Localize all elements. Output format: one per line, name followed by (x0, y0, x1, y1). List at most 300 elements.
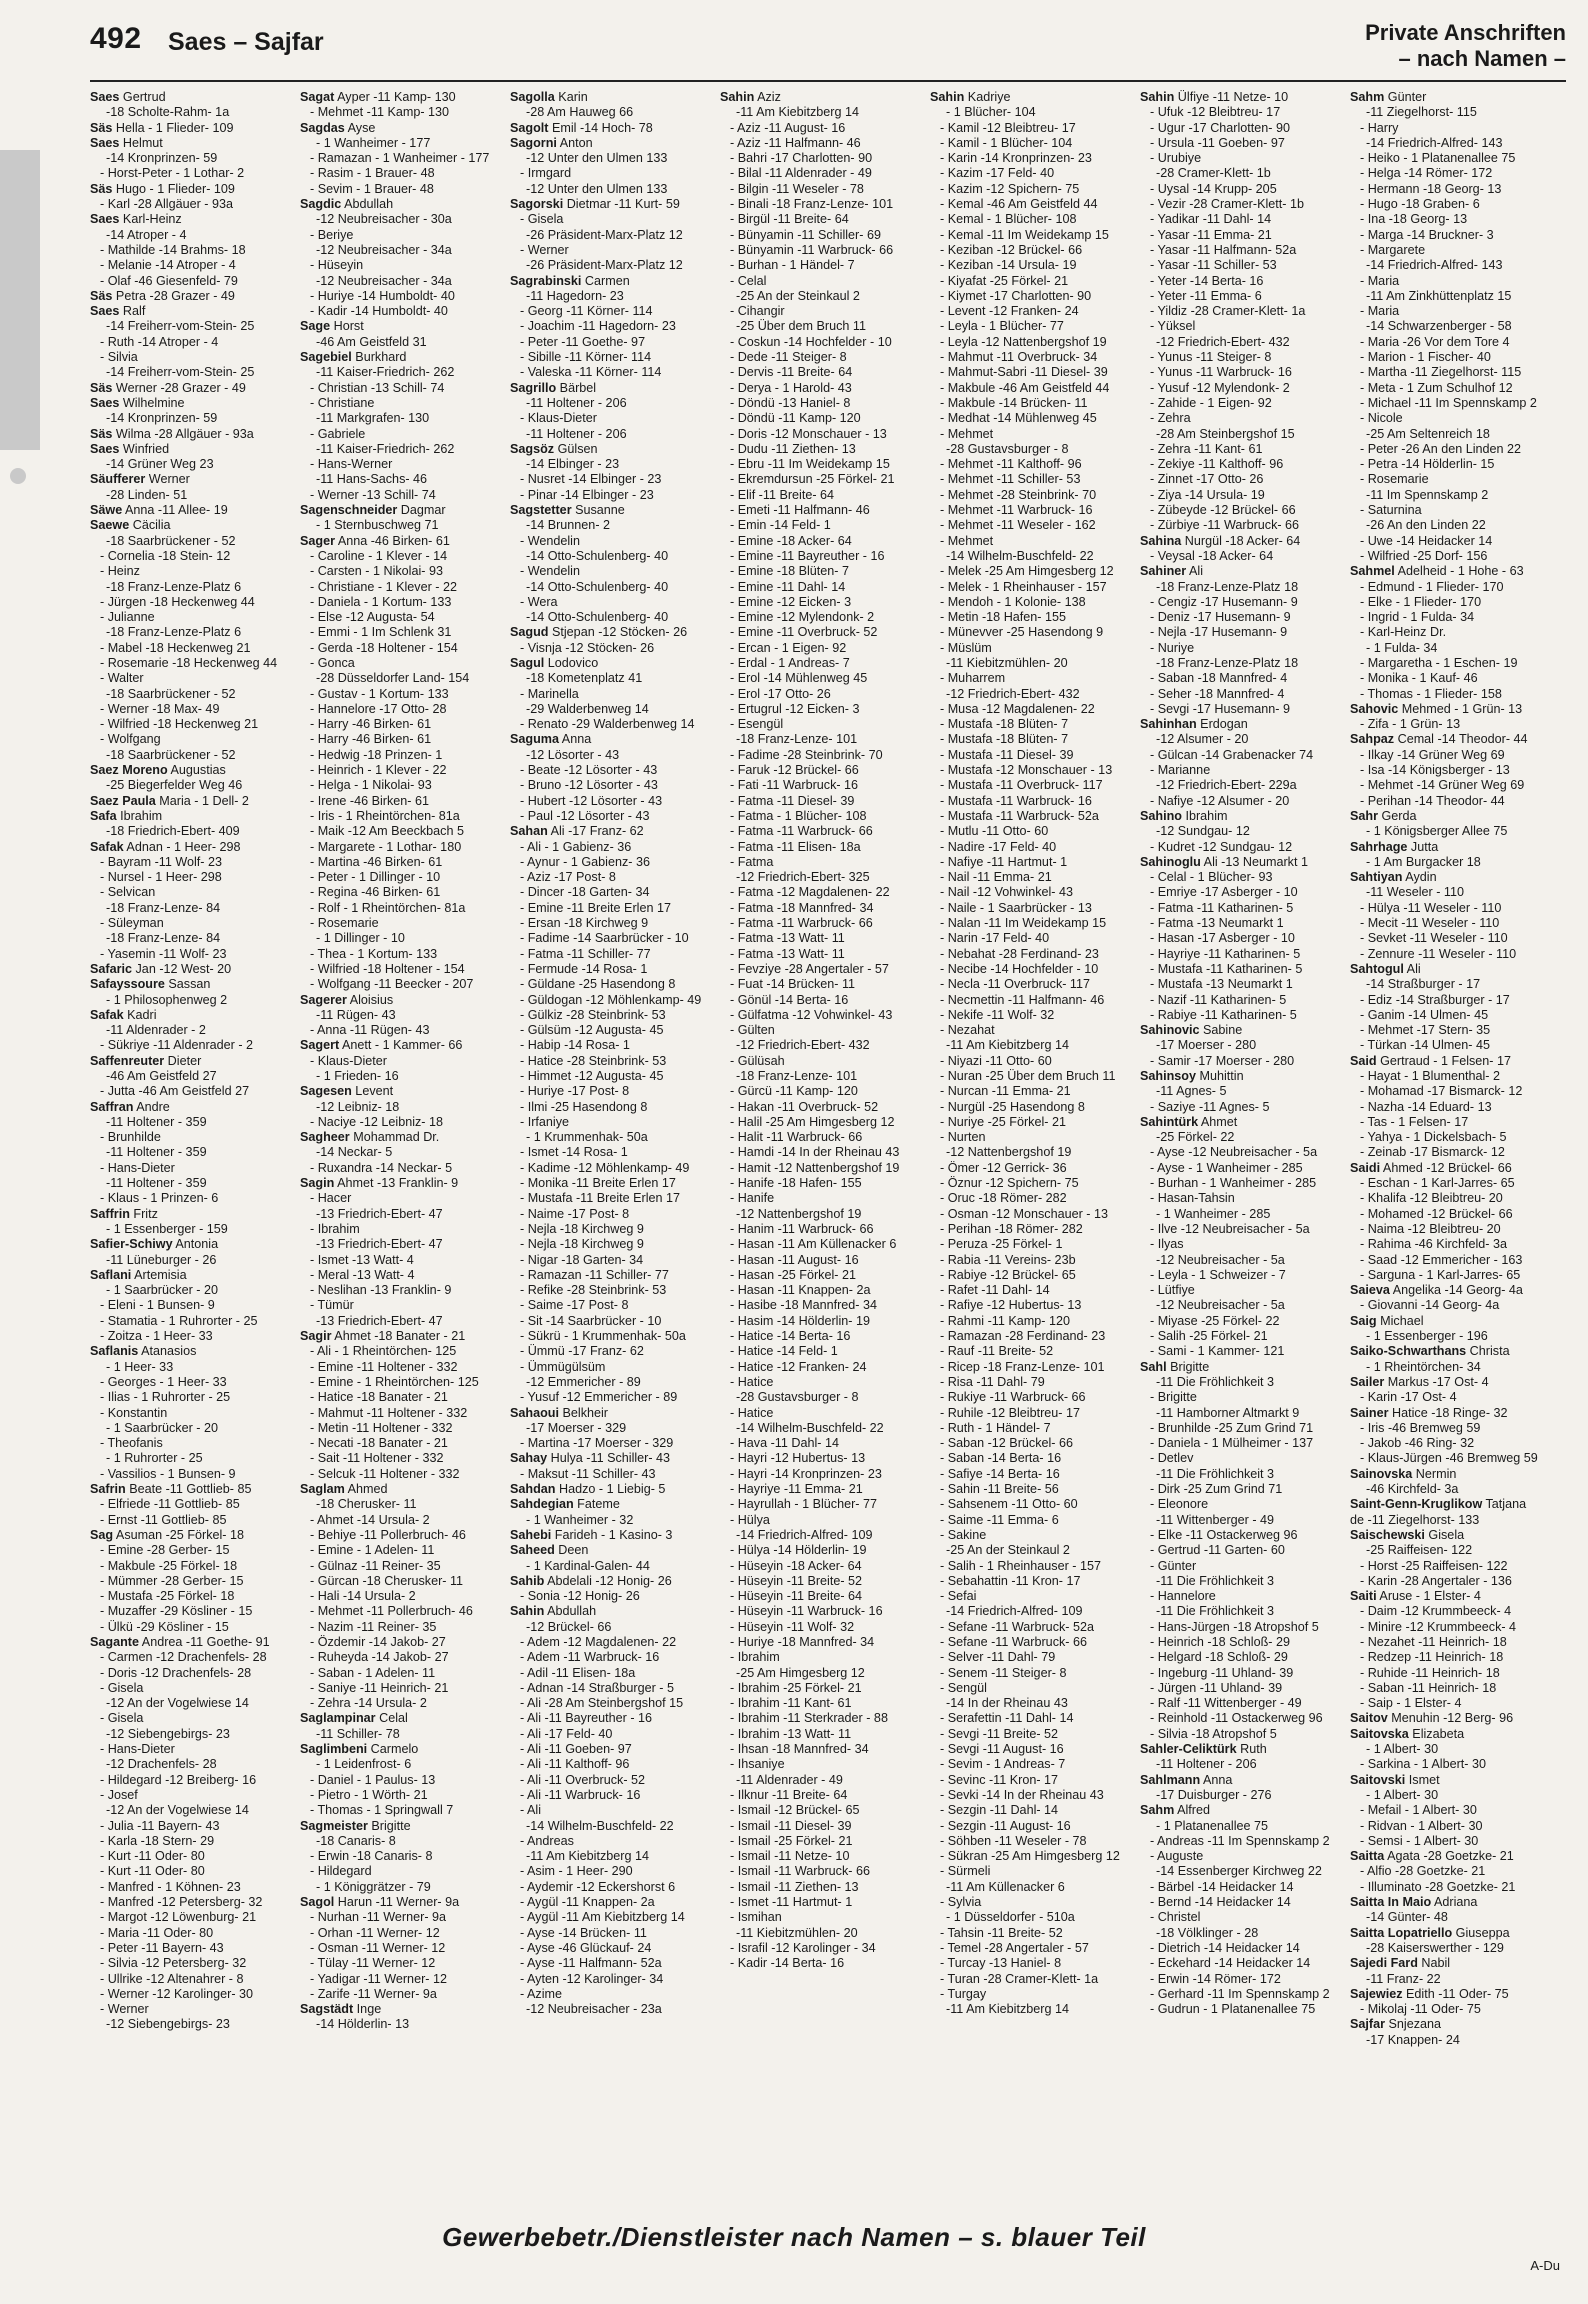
surname: Saitta In Maio (1350, 1895, 1432, 1910)
directory-entry-line: - Bünyamin -11 Warbruck- 66 (730, 242, 894, 257)
directory-entry-line: - Huriye -17 Post- 8 (520, 1084, 630, 1099)
directory-entry-line: -12 Nattenbergshof 19 (736, 1206, 862, 1221)
directory-entry-line: -11 Holtener - 206 (526, 395, 627, 410)
directory-entry-line: - Nicole (1360, 411, 1403, 426)
directory-entry-line: - Emine - 1 Adelen- 11 (310, 1543, 435, 1558)
surname: Saig (1350, 1313, 1377, 1328)
directory-entry-line: -46 Am Geistfeld 27 (106, 1069, 217, 1083)
directory-column-6 (1140, 90, 1340, 2210)
directory-entry-line: - Brigitte (1150, 1390, 1197, 1405)
directory-entry-line: -12 Emmericher - 89 (526, 1374, 641, 1389)
directory-entry-line: - Ruth -14 Atroper - 4 (100, 334, 219, 349)
directory-entry-line: -17 Knappen- 24 (1366, 2032, 1460, 2047)
directory-entry-line: Saidi Ahmed -12 Brückel- 66 (1350, 1160, 1512, 1175)
directory-entry-line: -18 Friedrich-Ebert- 409 (106, 824, 240, 839)
directory-entry-line: - 1 Fulda- 34 (1366, 640, 1438, 655)
directory-entry-line: - Ihsaniye (730, 1757, 785, 1772)
directory-entry-line: - Fatma -11 Schiller- 77 (520, 946, 651, 961)
directory-entry-line: - Gonca (310, 655, 355, 670)
directory-entry-line: - Yusuf -12 Mylendonk- 2 (1150, 380, 1290, 395)
directory-entry-line: - Saban -18 Mannfred- 4 (1150, 671, 1288, 686)
surname: Said (1350, 1053, 1377, 1068)
directory-entry-line: Sagrillo Bärbel (510, 380, 597, 395)
directory-entry-line: - Gürcü -11 Kamp- 120 (730, 1084, 858, 1099)
directory-entry-line: - Cornelia -18 Stein- 12 (100, 548, 231, 563)
directory-entry-line: Sahinhan Erdogan (1140, 717, 1248, 732)
surname: Sager (300, 533, 336, 548)
directory-entry-line: - Elke -11 Ostackerweg 96 (1150, 1527, 1298, 1542)
directory-entry-line: - Nafiye -12 Alsumer - 20 (1150, 793, 1290, 808)
directory-entry-line: - Ridvan - 1 Albert- 30 (1360, 1818, 1483, 1833)
directory-entry-line: - Christian -13 Schill- 74 (310, 380, 445, 395)
directory-entry-line: - Ayse -14 Brücken- 11 (520, 1925, 647, 1940)
directory-entry-line: - Klaus-Jürgen -46 Bremweg 59 (1360, 1451, 1538, 1466)
directory-entry-line: - 1 Blücher- 104 (946, 105, 1036, 120)
directory-entry-line: - Wera (520, 594, 558, 609)
directory-entry-line: - Gudrun - 1 Platanenallee 75 (1150, 2002, 1316, 2017)
directory-entry-line: - Necati -18 Banater - 21 (310, 1436, 448, 1451)
directory-entry-line: - Sefai (940, 1589, 977, 1604)
directory-entry-line: Sagmeister Brigitte (300, 1818, 411, 1833)
directory-entry-line: -11 Holtener - 359 (106, 1176, 207, 1191)
directory-entry-line: - Sylvia (940, 1895, 982, 1910)
surname: Sahiner (1140, 564, 1187, 579)
directory-entry-line: - Yunus -11 Steiger- 8 (1150, 350, 1272, 365)
directory-entry-line: - Aygül -11 Knappen- 2a (520, 1895, 655, 1910)
directory-entry-line: - Safiye -14 Berta- 16 (940, 1466, 1060, 1481)
directory-entry-line: - Himmet -12 Augusta- 45 (520, 1069, 664, 1083)
directory-entry-line: - Ruheyda -14 Jakob- 27 (310, 1650, 449, 1665)
directory-entry-line: - Silvia (100, 350, 138, 365)
directory-entry-line: - Hayriye -11 Emma- 21 (730, 1482, 863, 1497)
directory-entry-line: - Osman -11 Werner- 12 (310, 1940, 446, 1955)
directory-entry-line: - Aziz -11 Halfmann- 46 (730, 135, 861, 150)
surname: Sajfar (1350, 2017, 1386, 2032)
directory-entry-line: - Kazim -17 Feld- 40 (940, 166, 1055, 181)
directory-entry-line: - Mustafa -11 Diesel- 39 (940, 747, 1074, 762)
directory-entry-line: - Wolfgang -11 Beecker - 207 (310, 977, 474, 992)
directory-entry-line: - Fatma -11 Diesel- 39 (730, 793, 855, 808)
directory-entry-line: - Celal (730, 273, 767, 288)
directory-entry-line: - Nadire -17 Feld- 40 (940, 839, 1057, 854)
directory-entry-line: - Mustafa -18 Blüten- 7 (940, 732, 1069, 747)
directory-entry-line: - Rosemarie (1360, 472, 1429, 487)
directory-entry-line: Safayssoure Sassan (90, 977, 211, 992)
directory-entry-line: - Wilfried -25 Dorf- 156 (1360, 548, 1488, 563)
directory-entry-line: -46 Am Geistfeld 31 (316, 334, 427, 349)
directory-entry-line: - Yunus -11 Warbruck- 16 (1150, 365, 1292, 380)
directory-entry-line: - Kiyafat -25 Förkel- 21 (940, 273, 1069, 288)
directory-entry-line: - Harry -46 Birken- 61 (310, 717, 432, 732)
directory-entry-line: - Georges - 1 Heer- 33 (100, 1374, 227, 1389)
directory-entry-line: - Hans-Werner (310, 457, 393, 472)
directory-entry-line: - Tülay -11 Werner- 12 (310, 1956, 436, 1971)
directory-entry-line: Sailer Markus -17 Ost- 4 (1350, 1374, 1489, 1389)
directory-entry-line: - Mustafa -18 Blüten- 7 (940, 717, 1069, 732)
directory-entry-line: - Silvia -18 Atropshof 5 (1150, 1726, 1277, 1741)
directory-entry-line: Sahin Aziz (720, 90, 781, 104)
directory-entry-line: -18 Saarbrückener - 52 (106, 533, 236, 548)
directory-entry-line: - Fadime -14 Saarbrücker - 10 (520, 931, 689, 946)
directory-entry-line: - Medhat -14 Mühlenweg 45 (940, 411, 1097, 426)
directory-entry-line: -12 Neubreisacher - 5a (1156, 1252, 1285, 1267)
directory-entry-line: - Gülfatma -12 Vohwinkel- 43 (730, 1007, 893, 1022)
directory-entry-line: - Sengül (940, 1680, 987, 1695)
directory-entry-line: - Naciye -12 Leibniz- 18 (310, 1114, 443, 1129)
directory-entry-line: - Hülya -11 Weseler - 110 (1360, 900, 1502, 915)
surname: Säwe (90, 503, 123, 518)
surname: Saes (90, 395, 120, 410)
directory-entry-line: - Renato -29 Walderbenweg 14 (520, 717, 695, 732)
directory-entry-line: - Erol -17 Otto- 26 (730, 686, 831, 701)
directory-entry-line: Sagenschneider Dagmar (300, 503, 446, 518)
directory-entry-line: - Selver -11 Dahl- 79 (940, 1650, 1056, 1665)
directory-entry-line: - Nurcan -11 Emma- 21 (940, 1084, 1071, 1099)
surname: Sajewiez (1350, 1986, 1403, 2001)
directory-entry-line: - Illuminato -28 Goetzke- 21 (1360, 1879, 1516, 1894)
directory-entry-line: Sahlmann Anna (1140, 1772, 1233, 1787)
surname: Saguma (510, 732, 559, 747)
directory-entry-line: - Rabiye -11 Katharinen- 5 (1150, 1007, 1297, 1022)
directory-entry-line: - Nursel - 1 Heer- 298 (100, 870, 222, 885)
directory-entry-line: Saint-Genn-Kruglikow Tatjana (1350, 1497, 1527, 1512)
directory-entry-line: Sagerer Aloisius (300, 992, 394, 1007)
directory-entry-line: - Monika -11 Breite Erlen 17 (520, 1176, 676, 1191)
directory-entry-line: - Paul -12 Lösorter - 43 (520, 808, 650, 823)
directory-entry-line: - Coskun -14 Hochfelder - 10 (730, 334, 892, 349)
directory-entry-line: - Nurten (940, 1130, 986, 1145)
directory-entry-line: - Özdemir -14 Jakob- 27 (310, 1634, 446, 1649)
directory-entry-line: - Heinz (100, 564, 140, 579)
directory-entry-line: Saischewski Gisela (1350, 1527, 1465, 1542)
surname: Säs (90, 181, 113, 196)
directory-entry-line: Sahm Alfred (1140, 1803, 1210, 1818)
corner-code: A-Du (1530, 2258, 1560, 2273)
directory-entry-line: - Sevket -11 Weseler - 110 (1360, 931, 1508, 946)
directory-entry-line: - Vezir -28 Cramer-Klett- 1b (1150, 197, 1304, 212)
directory-entry-line: -28 Am Hauweg 66 (526, 105, 634, 120)
directory-entry-line: - Osman -12 Monschauer - 13 (940, 1206, 1108, 1221)
directory-entry-line: - Ingrid - 1 Fulda- 34 (1360, 610, 1475, 625)
directory-entry-line: Sahin Kadriye (930, 90, 1011, 104)
directory-entry-line: - Israfil -12 Karolinger - 34 (730, 1940, 876, 1955)
surname: Sagesen (300, 1084, 352, 1099)
directory-entry-line: - Monika - 1 Kauf- 46 (1360, 671, 1478, 686)
directory-entry-line: - Marinella (520, 686, 579, 701)
directory-entry-line: -12 Friedrich-Ebert- 432 (1156, 334, 1290, 349)
directory-entry-line: -18 Scholte-Rahm- 1a (106, 105, 230, 120)
directory-entry-line: -12 Neubreisacher - 30a (316, 212, 452, 227)
directory-entry-line: - Hülya (730, 1512, 770, 1527)
directory-entry-line: - Ismail -11 Ziethen- 13 (730, 1879, 859, 1894)
surname: Saes (90, 135, 120, 150)
surname: Saheed (510, 1543, 555, 1558)
directory-entry-line: - Bruno -12 Lösorter - 43 (520, 778, 658, 793)
directory-entry-line: - Ruth - 1 Händel- 7 (940, 1420, 1051, 1435)
directory-entry-line: - Mahmut-Sabri -11 Diesel- 39 (940, 365, 1108, 380)
surname: Safa (90, 808, 117, 823)
surname: Sailer (1350, 1374, 1385, 1389)
directory-entry-line: - Fatma -11 Elisen- 18a (730, 839, 861, 854)
directory-entry-line: - Fatma (730, 854, 774, 869)
directory-entry-line: Saffenreuter Dieter (90, 1053, 202, 1068)
directory-entry-line: - Zehra -11 Kant- 61 (1150, 441, 1263, 456)
directory-entry-line: - Melek - 1 Rheinhauser - 157 (940, 579, 1107, 594)
surname: Sahinhan (1140, 717, 1197, 732)
directory-entry-line: -12 Lösorter - 43 (526, 747, 620, 762)
directory-entry-line: - Fermude -14 Rosa- 1 (520, 961, 648, 976)
directory-entry-line: -12 Drachenfels- 28 (106, 1757, 217, 1772)
directory-entry-line: - Oruc -18 Römer- 282 (940, 1191, 1067, 1206)
directory-entry-line: - Emine -11 Dahl- 14 (730, 579, 846, 594)
directory-entry-line: Sahaoui Belkheir (510, 1405, 608, 1420)
directory-entry-line: - Harry (1360, 120, 1399, 135)
directory-entry-line: - Kiymet -17 Charlotten- 90 (940, 288, 1092, 303)
directory-entry-line: Sagebiel Burkhard (300, 350, 407, 365)
directory-entry-line: - Ibrahim -11 Kant- 61 (730, 1696, 852, 1711)
directory-entry-line: -14 Elbinger - 23 (526, 457, 620, 472)
directory-entry-line: Safak Kadri (90, 1007, 157, 1022)
directory-entry-line: - Rabiye -12 Brückel- 65 (940, 1267, 1076, 1282)
directory-entry-line: - Sonia -12 Honig- 26 (520, 1589, 640, 1604)
directory-entry-line: - Necibe -14 Hochfelder - 10 (940, 961, 1099, 976)
directory-entry-line: - Tahsin -11 Breite- 52 (940, 1925, 1063, 1940)
directory-entry-line: -11 Am Kiebitzberg 14 (736, 105, 859, 120)
surname: Sahm (1350, 90, 1385, 104)
surname: Saitovska (1350, 1726, 1409, 1741)
directory-entry-line: - Valeska -11 Körner- 114 (520, 365, 662, 380)
directory-entry-line: - Hermann -18 Georg- 13 (1360, 181, 1502, 196)
directory-entry-line: - Sefane -11 Warbruck- 66 (940, 1634, 1087, 1649)
directory-entry-line: Sahdan Hadzo - 1 Liebig- 5 (510, 1482, 666, 1497)
directory-entry-line: - Zeinab -17 Bismarck- 12 (1360, 1145, 1505, 1160)
directory-entry-line: -12 Neubreisacher - 34a (316, 273, 452, 288)
directory-entry-line: - Giovanni -14 Georg- 4a (1360, 1298, 1500, 1313)
directory-entry-line: - Mehmet -11 Pollerbruch- 46 (310, 1604, 473, 1619)
directory-entry-line: - Sahin -11 Breite- 56 (940, 1482, 1059, 1497)
surname: Sagul (510, 655, 545, 670)
directory-entry-line: - 1 Dillinger - 10 (316, 931, 405, 946)
directory-entry-line: -14 In der Rheinau 43 (946, 1696, 1068, 1711)
directory-entry-line: - Elif -11 Breite- 64 (730, 487, 835, 502)
directory-entry-line: Sahan Ali -17 Franz- 62 (510, 824, 644, 839)
directory-entry-line: - Ilkay -14 Grüner Weg 69 (1360, 747, 1505, 762)
directory-entry-line: - Fatma -11 Warbruck- 66 (730, 916, 873, 931)
directory-entry-line: - Rauf -11 Breite- 52 (940, 1344, 1054, 1359)
page-number: 492 (90, 22, 142, 55)
directory-entry-line: - 1 Königgrätzer - 79 (316, 1879, 431, 1894)
directory-entry-line: -14 Kronprinzen- 59 (106, 151, 218, 166)
surname: Sagdic (300, 197, 342, 212)
directory-entry-line: - Nebahat -28 Ferdinand- 23 (940, 946, 1099, 961)
directory-entry-line: - Mustafa -11 Warbruck- 52a (940, 808, 1099, 823)
directory-entry-line: -26 Präsident-Marx-Platz 12 (526, 258, 683, 273)
directory-entry-line: Saieva Angelika -14 Georg- 4a (1350, 1283, 1523, 1298)
directory-entry-line: Saitta Lopatriello Giuseppa (1350, 1925, 1510, 1940)
directory-column-1 (90, 90, 290, 2210)
directory-entry-line: -17 Moerser - 280 (1156, 1038, 1257, 1053)
directory-entry-line: - Ali - 1 Rheintörchen- 125 (310, 1344, 457, 1359)
directory-entry-line: - Beate -12 Lösorter - 43 (520, 763, 658, 778)
directory-entry-line: -25 Über dem Bruch 11 (736, 319, 866, 334)
directory-entry-line: - Necmettin -11 Halfmann- 46 (940, 992, 1105, 1007)
directory-entry-line: -12 An der Vogelwiese 14 (106, 1696, 249, 1711)
directory-entry-line: Saffran Andre (90, 1099, 170, 1114)
directory-entry-line: - Ziya -14 Ursula- 19 (1150, 487, 1265, 502)
directory-entry-line: - Huriye -14 Humboldt- 40 (310, 288, 455, 303)
directory-entry-line: - Risa -11 Dahl- 79 (940, 1374, 1045, 1389)
directory-entry-line: - Neslihan -13 Franklin- 9 (310, 1283, 452, 1298)
directory-entry-line: Sajedi Fard Nabil (1350, 1956, 1451, 1971)
directory-entry-line: - Hasan -11 Am Küllenacker 6 (730, 1237, 897, 1252)
surname: Säufferer (90, 472, 146, 487)
directory-entry-line: - Ismail -11 Warbruck- 66 (730, 1864, 870, 1879)
directory-entry-line: - Ullrike -12 Altenahrer - 8 (100, 1971, 244, 1986)
directory-entry-line: -18 Franz-Lenze- 101 (736, 1069, 858, 1083)
directory-entry-line: -14 Straßburger - 17 (1366, 977, 1481, 992)
directory-entry-line: - Ismail -11 Diesel- 39 (730, 1818, 852, 1833)
directory-entry-line: - Maria -11 Oder- 80 (100, 1925, 214, 1940)
directory-entry-line: - Karin -17 Ost- 4 (1360, 1390, 1457, 1405)
directory-entry-line: - Hatice -14 Berta- 16 (730, 1329, 851, 1344)
directory-entry-line: - Günter (1150, 1558, 1197, 1573)
directory-entry-line: Sainovska Nermin (1350, 1466, 1457, 1481)
surname: Safier-Schiwy (90, 1237, 173, 1252)
surname: Saes (90, 304, 120, 319)
directory-entry-line: - Mehmet -14 Grüner Weg 69 (1360, 778, 1525, 793)
directory-entry-line: - 1 Krummenhak- 50a (526, 1130, 648, 1145)
directory-entry-line: - Hüseyin -11 Warbruck- 16 (730, 1604, 883, 1619)
directory-entry-line: - Maksut -11 Schiller- 43 (520, 1466, 656, 1481)
directory-entry-line: - Nejla -18 Kirchweg 9 (520, 1221, 644, 1236)
directory-entry-line: Sahdegian Fateme (510, 1497, 620, 1512)
directory-entry-line: -14 Hölderlin- 13 (316, 2017, 410, 2032)
directory-entry-line: - Klaus-Dieter (310, 1053, 387, 1068)
directory-entry-line: - Hasan -11 August- 16 (730, 1252, 859, 1267)
directory-entry-line: - Bilal -11 Aldenrader - 49 (730, 166, 872, 181)
directory-entry-line: - Christiane - 1 Klever - 22 (310, 579, 457, 594)
directory-entry-line: Sahovic Mehmed - 1 Grün- 13 (1350, 701, 1523, 716)
directory-entry-line: Sagante Andrea -11 Goethe- 91 (90, 1634, 270, 1649)
directory-entry-line: -28 Am Steinbergshof 15 (1156, 426, 1295, 441)
directory-entry-line: - Samir -17 Moerser - 280 (1150, 1053, 1295, 1068)
directory-entry-line: - Minire -12 Krummbeeck- 4 (1360, 1619, 1517, 1634)
directory-entry-line: - Ali -11 Warbruck- 16 (520, 1787, 641, 1802)
directory-entry-line: - Keziban -12 Brückel- 66 (940, 242, 1083, 257)
directory-entry-line: - Ramazan -11 Schiller- 77 (520, 1267, 669, 1282)
directory-entry-line: - Ismail -25 Förkel- 21 (730, 1833, 853, 1848)
directory-entry-line: -17 Moerser - 329 (526, 1420, 627, 1435)
directory-entry-line: Saitov Menuhin -12 Berg- 96 (1350, 1711, 1514, 1726)
directory-entry-line: - Gülten (730, 1023, 775, 1038)
directory-entry-line: - Beriye (310, 227, 354, 242)
directory-entry-line: - Uysal -14 Krupp- 205 (1150, 181, 1277, 196)
directory-entry-line: - Ufuk -12 Bleibtreu- 17 (1150, 105, 1281, 120)
directory-entry-line: - Gülkiz -28 Steinbrink- 53 (520, 1007, 666, 1022)
directory-entry-line: - Nafiye -11 Hartmut- 1 (940, 854, 1068, 869)
directory-entry-line: - 1 Albert- 30 (1366, 1742, 1439, 1757)
running-head: Saes – Sajfar (168, 28, 324, 56)
directory-entry-line: -26 Präsident-Marx-Platz 12 (526, 227, 683, 242)
directory-entry-line: - Ali -11 Kalthoff- 96 (520, 1757, 630, 1772)
directory-entry-line: Saes Wilhelmine (90, 395, 185, 410)
directory-entry-line: - Thomas - 1 Flieder- 158 (1360, 686, 1502, 701)
directory-entry-line: Saitovska Elizabeta (1350, 1726, 1465, 1741)
directory-entry-line: -18 Canaris- 8 (316, 1833, 396, 1848)
directory-entry-line: - Hatice -12 Franken- 24 (730, 1359, 867, 1374)
surname: Sagert (300, 1038, 340, 1053)
directory-entry-line: - Hakan -11 Overbruck- 52 (730, 1099, 879, 1114)
directory-entry-line: - Hatice -18 Banater - 21 (310, 1390, 448, 1405)
directory-entry-line: - Nazim -11 Reiner- 35 (310, 1619, 437, 1634)
directory-entry-line: - Sükrü - 1 Krummenhak- 50a (520, 1329, 686, 1344)
directory-entry-line: - 1 Essenberger - 159 (106, 1221, 228, 1236)
directory-entry-line: -18 Franz-Lenze- 84 (106, 900, 221, 915)
directory-entry-line: - Hannelore -17 Otto- 28 (310, 701, 447, 716)
surname: Saes (90, 90, 120, 104)
directory-entry-line: Säs Werner -28 Grazer - 49 (90, 380, 246, 395)
directory-entry-line: - Hatice (730, 1405, 774, 1420)
directory-entry-line: - Azime (520, 1986, 562, 2001)
directory-entry-line: - Sahsenem -11 Otto- 60 (940, 1497, 1078, 1512)
directory-entry-line: - Hamit -12 Nattenbergshof 19 (730, 1160, 900, 1175)
directory-entry-line: - Sait -11 Holtener - 332 (310, 1451, 444, 1466)
directory-entry-line: - Dervis -11 Breite- 64 (730, 365, 853, 380)
directory-entry-line: - Maria (1360, 273, 1400, 288)
directory-entry-line: - Vassilios - 1 Bunsen- 9 (100, 1466, 236, 1481)
directory-entry-line: - Metin -11 Holtener - 332 (310, 1420, 453, 1435)
directory-entry-line: - Mustafa -13 Neumarkt 1 (1150, 977, 1293, 992)
directory-entry-line: -11 Markgrafen- 130 (316, 411, 430, 426)
directory-entry-line: -11 Die Fröhlichkeit 3 (1156, 1374, 1275, 1389)
footer-banner: Gewerbebetr./Dienstleister nach Namen – s. blauer Teil (442, 2222, 1146, 2252)
directory-entry-line: -11 Die Fröhlichkeit 3 (1156, 1573, 1275, 1588)
directory-entry-line: - Fati -11 Warbruck- 16 (730, 778, 859, 793)
directory-entry-line: Sagdic Abdullah (300, 197, 394, 212)
directory-entry-line: - Margaretha - 1 Eschen- 19 (1360, 655, 1518, 670)
directory-entry-line: -18 Franz-Lenze-Platz 6 (106, 579, 242, 594)
directory-entry-line: Sagorni Anton (510, 135, 593, 150)
directory-entry-line: - Ismail -11 Netze- 10 (730, 1849, 850, 1864)
directory-entry-line: -14 Friedrich-Alfred- 143 (1366, 258, 1503, 273)
directory-entry-line: -11 Kaiser-Friedrich- 262 (316, 441, 455, 456)
directory-entry-line: - Rahmi -11 Kamp- 120 (940, 1313, 1070, 1328)
directory-entry-line: - Horst -25 Raiffeisen- 122 (1360, 1558, 1508, 1573)
surname: Sainer (1350, 1405, 1389, 1420)
directory-entry-line: Saes Ralf (90, 304, 146, 319)
directory-entry-line: - Kadir -14 Humboldt- 40 (310, 304, 448, 319)
directory-entry-line: - Dede -11 Steiger- 8 (730, 350, 847, 365)
directory-entry-line: Saez Paula Maria - 1 Dell- 2 (90, 793, 249, 808)
directory-entry-line: - Daim -12 Krummbeeck- 4 (1360, 1604, 1512, 1619)
directory-entry-line: -14 Kronprinzen- 59 (106, 411, 218, 426)
directory-entry-line: - Klaus - 1 Prinzen- 6 (100, 1191, 219, 1206)
directory-entry-line: - Ilmi -25 Hasendong 8 (520, 1099, 648, 1114)
directory-entry-line: - Ibrahim -13 Watt- 11 (730, 1726, 852, 1741)
directory-entry-line: - Naime -17 Post- 8 (520, 1206, 630, 1221)
directory-entry-line: - Meral -13 Watt- 4 (310, 1267, 415, 1282)
directory-entry-line: - Nuriye (1150, 640, 1195, 655)
directory-entry-line: - Narin -17 Feld- 40 (940, 931, 1050, 946)
directory-entry-line: - Joachim -11 Hagedorn- 23 (520, 319, 676, 334)
directory-entry-line: -11 Wittenberger - 49 (1156, 1512, 1275, 1527)
directory-entry-line: -28 Cramer-Klett- 1b (1156, 166, 1271, 181)
directory-entry-line: - Ralf -11 Wittenberger - 49 (1150, 1696, 1302, 1711)
directory-entry-line: - Sarkina - 1 Albert- 30 (1360, 1757, 1486, 1772)
directory-entry-line: -11 Franz- 22 (1366, 1971, 1441, 1986)
directory-entry-line: - Yasemin -11 Wolf- 23 (100, 946, 227, 961)
surname: Sagerer (300, 992, 347, 1007)
